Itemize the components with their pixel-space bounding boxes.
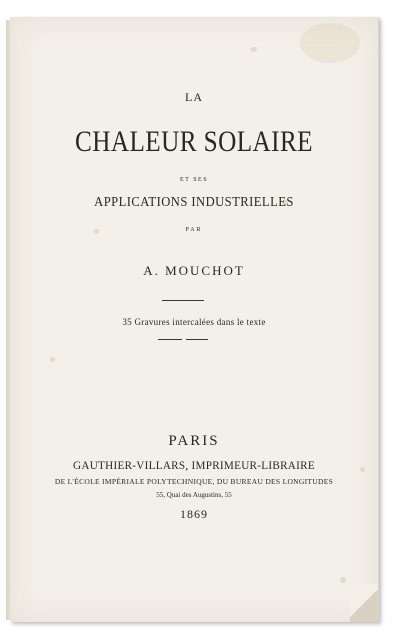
publisher-address: 55, Quai des Augustins, 55 xyxy=(156,491,232,499)
author-name: A. MOUCHOT xyxy=(143,263,245,278)
foxing-spot xyxy=(300,23,360,63)
divider-rule xyxy=(162,300,204,301)
foxing-spot xyxy=(50,357,55,362)
illustrations-note: 35 Gravures intercalées dans le texte xyxy=(122,317,266,327)
publication-city: PARIS xyxy=(168,433,220,449)
by-label: PAR xyxy=(185,227,203,233)
subtitle: APPLICATIONS INDUSTRIELLES xyxy=(94,195,294,210)
divider-rule xyxy=(186,339,208,340)
publication-year: 1869 xyxy=(180,507,208,521)
title-page xyxy=(10,17,379,622)
divider-rule xyxy=(158,339,182,340)
foxing-spot xyxy=(250,47,257,52)
publisher: GAUTHIER-VILLARS, IMPRIMEUR-LIBRAIRE xyxy=(73,458,315,472)
main-title: CHALEUR SOLAIRE xyxy=(74,125,314,158)
title-article: LA xyxy=(185,90,203,104)
foxing-spot xyxy=(340,577,346,583)
page-corner-fold xyxy=(350,584,378,622)
publisher-detail: DE L'ÉCOLE IMPÉRIALE POLYTECHNIQUE, DU BUREAU DES LONGITUDES xyxy=(54,477,334,486)
title-conjunction: ET SES xyxy=(179,177,209,183)
